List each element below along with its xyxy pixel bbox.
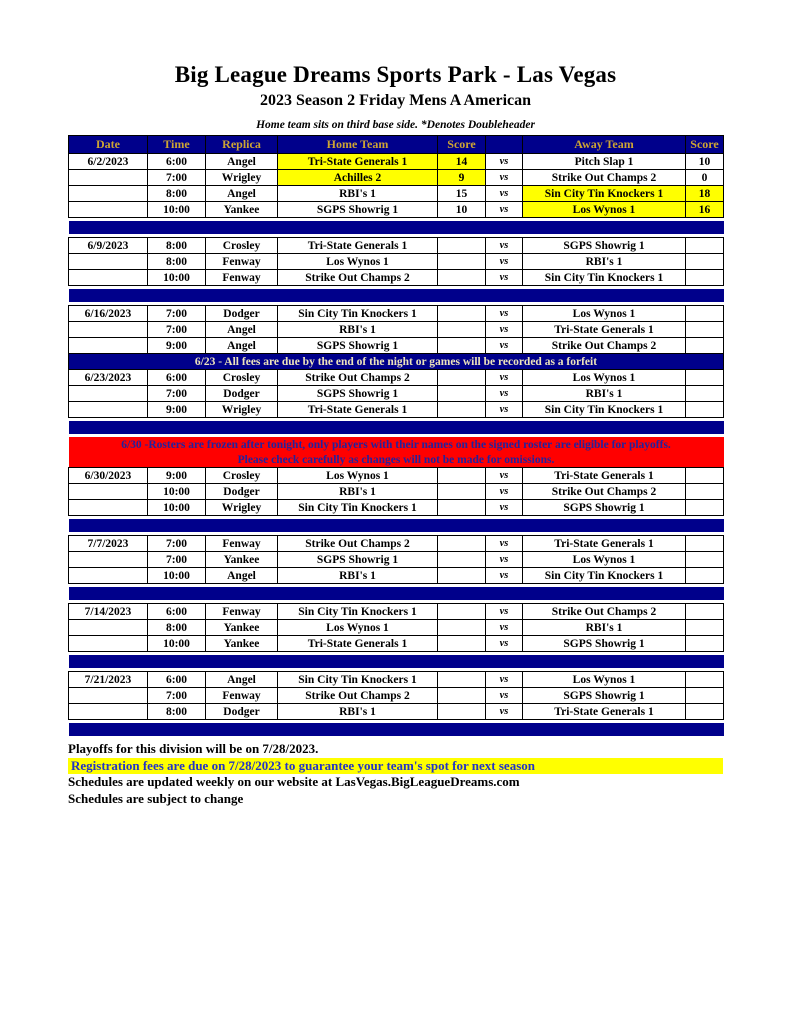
cell-away-team: Strike Out Champs 2 xyxy=(523,604,686,620)
cell-date xyxy=(69,552,148,568)
cell-home-team: RBI's 1 xyxy=(278,186,438,202)
game-row xyxy=(69,604,724,620)
cell-replica: Dodger xyxy=(206,306,278,322)
cell-date: 7/21/2023 xyxy=(69,672,148,688)
cell-replica: Fenway xyxy=(206,536,278,552)
page-tagline: Home team sits on third base side. *Denotes Doubleheader xyxy=(256,119,535,131)
cell-time: 10:00 xyxy=(148,484,206,500)
cell-home-team: Los Wynos 1 xyxy=(278,468,438,484)
game-row xyxy=(69,704,724,720)
cell-time: 9:00 xyxy=(148,468,206,484)
cell-replica: Angel xyxy=(206,322,278,338)
cell-away-team: Los Wynos 1 xyxy=(523,370,686,386)
page-title: Big League Dreams Sports Park - Las Vegas xyxy=(174,62,617,87)
cell-vs: vs xyxy=(486,636,523,652)
cell-vs: vs xyxy=(486,306,523,322)
cell-home-team: Strike Out Champs 2 xyxy=(278,270,438,286)
cell-away-score xyxy=(686,536,724,552)
column-header-away-score: Score xyxy=(686,136,724,154)
game-row xyxy=(69,484,724,500)
section-separator xyxy=(69,587,724,600)
cell-away-team: Los Wynos 1 xyxy=(523,306,686,322)
cell-replica: Crosley xyxy=(206,370,278,386)
cell-home-score xyxy=(438,688,486,704)
cell-away-score xyxy=(686,402,724,418)
cell-vs: vs xyxy=(486,604,523,620)
cell-home-team: SGPS Showrig 1 xyxy=(278,386,438,402)
game-row xyxy=(69,254,724,270)
cell-time: 7:00 xyxy=(148,306,206,322)
cell-vs: vs xyxy=(486,322,523,338)
cell-time: 10:00 xyxy=(148,568,206,584)
cell-home-score xyxy=(438,604,486,620)
cell-time: 10:00 xyxy=(148,270,206,286)
page-subtitle: 2023 Season 2 Friday Mens A American xyxy=(259,92,532,109)
game-row xyxy=(69,552,724,568)
cell-away-score xyxy=(686,270,724,286)
cell-time: 6:00 xyxy=(148,672,206,688)
cell-home-score: 14 xyxy=(438,154,486,170)
roster-freeze-banner-line2 xyxy=(69,452,724,468)
cell-away-score xyxy=(686,338,724,354)
game-row xyxy=(69,636,724,652)
cell-away-score xyxy=(686,484,724,500)
game-row xyxy=(69,154,724,170)
cell-home-team: RBI's 1 xyxy=(278,704,438,720)
cell-time: 9:00 xyxy=(148,402,206,418)
footer-website-note: Schedules are updated weekly on our website at LasVegas.BigLeagueDreams.com xyxy=(68,774,520,789)
cell-away-score xyxy=(686,500,724,516)
cell-home-team: Strike Out Champs 2 xyxy=(278,370,438,386)
cell-replica: Yankee xyxy=(206,552,278,568)
footer-notes xyxy=(68,741,723,807)
game-row xyxy=(69,468,724,484)
cell-home-score xyxy=(438,672,486,688)
cell-vs: vs xyxy=(486,402,523,418)
section-separator xyxy=(69,519,724,532)
cell-away-score xyxy=(686,552,724,568)
cell-home-score: 10 xyxy=(438,202,486,218)
section-separator xyxy=(69,421,724,434)
cell-replica: Crosley xyxy=(206,238,278,254)
cell-home-score xyxy=(438,270,486,286)
cell-time: 7:00 xyxy=(148,688,206,704)
cell-away-team: Los Wynos 1 xyxy=(523,202,686,218)
cell-away-team: Los Wynos 1 xyxy=(523,552,686,568)
column-header-away-team: Away Team xyxy=(523,136,686,154)
cell-away-team: SGPS Showrig 1 xyxy=(523,636,686,652)
cell-replica: Dodger xyxy=(206,704,278,720)
cell-date: 7/7/2023 xyxy=(69,536,148,552)
roster-freeze-banner-line1 xyxy=(69,437,724,452)
cell-time: 10:00 xyxy=(148,500,206,516)
cell-home-team: Tri-State Generals 1 xyxy=(278,636,438,652)
cell-date xyxy=(69,186,148,202)
cell-away-score xyxy=(686,254,724,270)
cell-vs: vs xyxy=(486,468,523,484)
cell-time: 8:00 xyxy=(148,186,206,202)
cell-away-score xyxy=(686,604,724,620)
schedule-table xyxy=(68,135,724,739)
cell-time: 9:00 xyxy=(148,338,206,354)
section-separator xyxy=(69,655,724,668)
cell-time: 8:00 xyxy=(148,704,206,720)
cell-home-score xyxy=(438,254,486,270)
cell-date xyxy=(69,620,148,636)
fees-notice-row-cell: 6/23 - All fees are due by the end of the night or games will be recorded as a forfeit xyxy=(69,354,724,370)
cell-time: 7:00 xyxy=(148,322,206,338)
cell-away-team: Pitch Slap 1 xyxy=(523,154,686,170)
cell-replica: Wrigley xyxy=(206,170,278,186)
cell-vs: vs xyxy=(486,154,523,170)
cell-home-team: RBI's 1 xyxy=(278,322,438,338)
cell-vs: vs xyxy=(486,620,523,636)
cell-home-score xyxy=(438,322,486,338)
cell-away-score xyxy=(686,238,724,254)
cell-away-score: 10 xyxy=(686,154,724,170)
column-header-time: Time xyxy=(148,136,206,154)
schedule-content xyxy=(68,135,723,807)
cell-replica: Yankee xyxy=(206,620,278,636)
section-separator xyxy=(69,289,724,302)
cell-vs: vs xyxy=(486,386,523,402)
cell-home-team: RBI's 1 xyxy=(278,484,438,500)
roster-freeze-banner-line2-cell: Please check carefully as changes will not be made for omissions. xyxy=(69,452,724,468)
cell-away-team: Sin City Tin Knockers 1 xyxy=(523,270,686,286)
section-gap xyxy=(69,736,724,739)
cell-replica: Dodger xyxy=(206,386,278,402)
cell-home-team: Los Wynos 1 xyxy=(278,620,438,636)
game-row xyxy=(69,620,724,636)
cell-home-team: Tri-State Generals 1 xyxy=(278,238,438,254)
cell-vs: vs xyxy=(486,238,523,254)
cell-home-team: Strike Out Champs 2 xyxy=(278,536,438,552)
cell-home-score xyxy=(438,338,486,354)
footer-playoffs-note: Playoffs for this division will be on 7/28/2023. xyxy=(68,741,319,756)
cell-date xyxy=(69,402,148,418)
cell-away-team: RBI's 1 xyxy=(523,386,686,402)
cell-vs: vs xyxy=(486,170,523,186)
cell-vs: vs xyxy=(486,254,523,270)
cell-time: 8:00 xyxy=(148,238,206,254)
cell-replica: Wrigley xyxy=(206,500,278,516)
game-row xyxy=(69,238,724,254)
cell-time: 7:00 xyxy=(148,552,206,568)
cell-away-score xyxy=(686,468,724,484)
cell-vs: vs xyxy=(486,484,523,500)
cell-home-score: 9 xyxy=(438,170,486,186)
column-header-date: Date xyxy=(69,136,148,154)
cell-date xyxy=(69,636,148,652)
cell-date xyxy=(69,386,148,402)
cell-vs: vs xyxy=(486,688,523,704)
section-separator-cell xyxy=(69,723,724,736)
cell-date: 6/16/2023 xyxy=(69,306,148,322)
cell-date xyxy=(69,688,148,704)
cell-away-team: Sin City Tin Knockers 1 xyxy=(523,568,686,584)
cell-away-score xyxy=(686,636,724,652)
cell-replica: Angel xyxy=(206,154,278,170)
game-row xyxy=(69,386,724,402)
cell-away-team: Tri-State Generals 1 xyxy=(523,536,686,552)
game-row xyxy=(69,270,724,286)
cell-away-score xyxy=(686,620,724,636)
cell-away-team: Sin City Tin Knockers 1 xyxy=(523,186,686,202)
footer-change-note: Schedules are subject to change xyxy=(68,790,244,806)
cell-away-score: 18 xyxy=(686,186,724,202)
game-row xyxy=(69,536,724,552)
cell-home-score xyxy=(438,620,486,636)
cell-replica: Fenway xyxy=(206,254,278,270)
cell-time: 6:00 xyxy=(148,154,206,170)
game-row xyxy=(69,672,724,688)
game-row xyxy=(69,202,724,218)
cell-vs: vs xyxy=(486,568,523,584)
game-row xyxy=(69,402,724,418)
section-separator-cell xyxy=(69,519,724,532)
game-row xyxy=(69,322,724,338)
cell-home-team: Los Wynos 1 xyxy=(278,254,438,270)
game-row xyxy=(69,688,724,704)
schedule-table-body xyxy=(69,154,724,740)
cell-replica: Wrigley xyxy=(206,402,278,418)
section-separator-cell xyxy=(69,289,724,302)
cell-away-team: RBI's 1 xyxy=(523,254,686,270)
cell-time: 7:00 xyxy=(148,386,206,402)
cell-vs: vs xyxy=(486,370,523,386)
cell-replica: Dodger xyxy=(206,484,278,500)
cell-vs: vs xyxy=(486,552,523,568)
cell-home-score xyxy=(438,704,486,720)
cell-vs: vs xyxy=(486,270,523,286)
cell-away-team: SGPS Showrig 1 xyxy=(523,688,686,704)
cell-date xyxy=(69,500,148,516)
cell-away-score xyxy=(686,672,724,688)
section-separator xyxy=(69,723,724,736)
cell-home-score xyxy=(438,552,486,568)
cell-time: 8:00 xyxy=(148,254,206,270)
fees-notice-row xyxy=(69,354,724,370)
cell-time: 6:00 xyxy=(148,604,206,620)
column-header-replica: Replica xyxy=(206,136,278,154)
cell-date xyxy=(69,338,148,354)
cell-home-team: Sin City Tin Knockers 1 xyxy=(278,672,438,688)
cell-date xyxy=(69,170,148,186)
cell-time: 8:00 xyxy=(148,620,206,636)
cell-date xyxy=(69,202,148,218)
cell-away-team: Los Wynos 1 xyxy=(523,672,686,688)
section-separator-cell xyxy=(69,655,724,668)
cell-date xyxy=(69,270,148,286)
roster-freeze-banner-line1-cell: 6/30 -Rosters are frozen after tonight, only players with their names on the signed roster are eligible for playoffs. xyxy=(69,437,724,452)
cell-away-score xyxy=(686,306,724,322)
cell-away-score xyxy=(686,370,724,386)
cell-home-team: Sin City Tin Knockers 1 xyxy=(278,500,438,516)
game-row xyxy=(69,306,724,322)
cell-home-team: Sin City Tin Knockers 1 xyxy=(278,604,438,620)
footer-registration-note: Registration fees are due on 7/28/2023 to guarantee your team's spot for next season xyxy=(68,758,723,775)
cell-away-team: Strike Out Champs 2 xyxy=(523,484,686,500)
cell-away-score xyxy=(686,386,724,402)
column-header-home-team: Home Team xyxy=(278,136,438,154)
cell-away-team: SGPS Showrig 1 xyxy=(523,238,686,254)
cell-away-score xyxy=(686,704,724,720)
cell-away-team: RBI's 1 xyxy=(523,620,686,636)
column-header-vs xyxy=(486,136,523,154)
cell-away-team: Sin City Tin Knockers 1 xyxy=(523,402,686,418)
game-row xyxy=(69,568,724,584)
cell-time: 7:00 xyxy=(148,536,206,552)
cell-home-team: RBI's 1 xyxy=(278,568,438,584)
cell-replica: Angel xyxy=(206,672,278,688)
cell-home-team: Strike Out Champs 2 xyxy=(278,688,438,704)
cell-home-score xyxy=(438,386,486,402)
cell-away-score: 0 xyxy=(686,170,724,186)
section-separator-cell xyxy=(69,421,724,434)
cell-replica: Crosley xyxy=(206,468,278,484)
cell-home-score xyxy=(438,536,486,552)
cell-away-score xyxy=(686,568,724,584)
cell-home-team: Achilles 2 xyxy=(278,170,438,186)
cell-date xyxy=(69,568,148,584)
table-header-row xyxy=(69,136,724,154)
cell-home-score xyxy=(438,636,486,652)
cell-replica: Yankee xyxy=(206,202,278,218)
cell-date: 6/23/2023 xyxy=(69,370,148,386)
cell-vs: vs xyxy=(486,500,523,516)
cell-vs: vs xyxy=(486,672,523,688)
game-row xyxy=(69,500,724,516)
game-row xyxy=(69,186,724,202)
cell-date: 7/14/2023 xyxy=(69,604,148,620)
cell-away-team: Strike Out Champs 2 xyxy=(523,338,686,354)
cell-vs: vs xyxy=(486,338,523,354)
cell-vs: vs xyxy=(486,536,523,552)
cell-home-score xyxy=(438,500,486,516)
section-separator-cell xyxy=(69,221,724,234)
cell-replica: Yankee xyxy=(206,636,278,652)
cell-home-score xyxy=(438,306,486,322)
cell-time: 7:00 xyxy=(148,170,206,186)
cell-home-score xyxy=(438,568,486,584)
cell-date: 6/9/2023 xyxy=(69,238,148,254)
cell-replica: Angel xyxy=(206,186,278,202)
cell-date xyxy=(69,704,148,720)
cell-home-team: Tri-State Generals 1 xyxy=(278,402,438,418)
cell-date xyxy=(69,254,148,270)
cell-away-team: SGPS Showrig 1 xyxy=(523,500,686,516)
cell-replica: Fenway xyxy=(206,270,278,286)
cell-date xyxy=(69,484,148,500)
game-row xyxy=(69,338,724,354)
cell-home-score xyxy=(438,468,486,484)
cell-time: 10:00 xyxy=(148,636,206,652)
game-row xyxy=(69,170,724,186)
cell-replica: Angel xyxy=(206,568,278,584)
cell-date: 6/2/2023 xyxy=(69,154,148,170)
game-row xyxy=(69,370,724,386)
cell-date: 6/30/2023 xyxy=(69,468,148,484)
cell-home-score xyxy=(438,402,486,418)
cell-away-team: Tri-State Generals 1 xyxy=(523,468,686,484)
cell-home-team: Tri-State Generals 1 xyxy=(278,154,438,170)
cell-home-team: SGPS Showrig 1 xyxy=(278,338,438,354)
column-header-home-score: Score xyxy=(438,136,486,154)
cell-replica: Fenway xyxy=(206,688,278,704)
cell-home-score: 15 xyxy=(438,186,486,202)
cell-home-team: SGPS Showrig 1 xyxy=(278,552,438,568)
cell-away-team: Tri-State Generals 1 xyxy=(523,322,686,338)
cell-away-score: 16 xyxy=(686,202,724,218)
cell-home-score xyxy=(438,370,486,386)
cell-away-score xyxy=(686,688,724,704)
cell-home-score xyxy=(438,484,486,500)
cell-away-team: Strike Out Champs 2 xyxy=(523,170,686,186)
cell-replica: Angel xyxy=(206,338,278,354)
cell-vs: vs xyxy=(486,704,523,720)
cell-date xyxy=(69,322,148,338)
cell-away-team: Tri-State Generals 1 xyxy=(523,704,686,720)
cell-home-team: SGPS Showrig 1 xyxy=(278,202,438,218)
cell-vs: vs xyxy=(486,186,523,202)
cell-away-score xyxy=(686,322,724,338)
cell-replica: Fenway xyxy=(206,604,278,620)
section-gap-cell xyxy=(69,736,724,739)
cell-home-team: Sin City Tin Knockers 1 xyxy=(278,306,438,322)
cell-time: 6:00 xyxy=(148,370,206,386)
cell-vs: vs xyxy=(486,202,523,218)
cell-time: 10:00 xyxy=(148,202,206,218)
cell-home-score xyxy=(438,238,486,254)
section-separator-cell xyxy=(69,587,724,600)
section-separator xyxy=(69,221,724,234)
